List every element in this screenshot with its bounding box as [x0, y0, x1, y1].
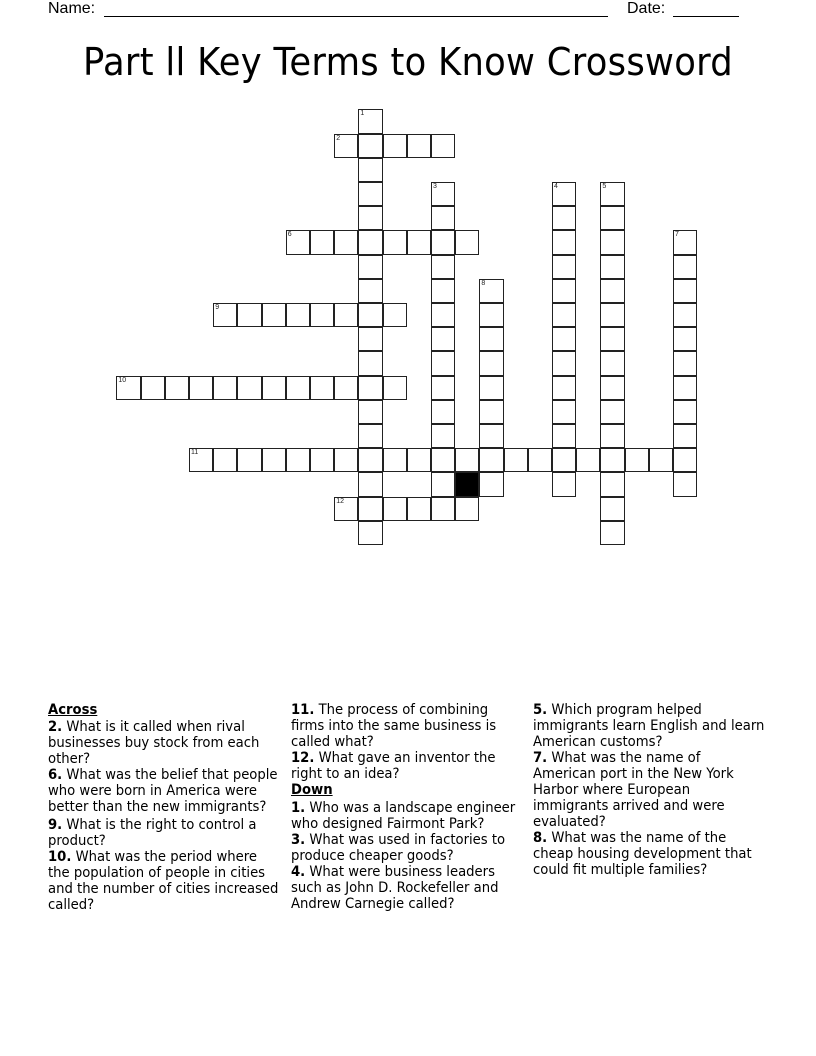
- clue-down-1: 1. Who was a landscape engineer who designed Fairmont Park?: [291, 800, 516, 832]
- clue-down-5: 5. Which program helped immigrants learn English and learn American customs?: [533, 702, 765, 750]
- grid-cell[interactable]: [600, 376, 624, 400]
- grid-cell[interactable]: [358, 182, 382, 206]
- clue-number: 3: [433, 183, 437, 190]
- down-heading: Down: [291, 782, 333, 798]
- clue-down-8: 8. What was the name of the cheap housing development that could fit multiple families?: [533, 830, 752, 878]
- grid-cell[interactable]: [600, 424, 624, 448]
- grid-cell[interactable]: [407, 448, 431, 472]
- grid-cell[interactable]: [358, 472, 382, 496]
- grid-cell[interactable]: [600, 448, 624, 472]
- grid-cell[interactable]: [358, 400, 382, 424]
- grid-cell[interactable]: [116, 376, 140, 400]
- grid-cell[interactable]: [407, 134, 431, 158]
- grid-cell[interactable]: [552, 182, 576, 206]
- date-label: Date:: [627, 0, 666, 17]
- grid-cell[interactable]: [383, 376, 407, 400]
- grid-cell[interactable]: [600, 400, 624, 424]
- grid-cell[interactable]: [431, 255, 455, 279]
- clue-number: 7: [675, 231, 679, 239]
- clue-across-2: 2. What is it called when rival businesses buy stock from each other?: [48, 719, 260, 767]
- grid-cell[interactable]: [552, 400, 576, 424]
- grid-cell[interactable]: [479, 351, 503, 375]
- grid-cell[interactable]: [625, 448, 649, 472]
- grid-cell[interactable]: [455, 448, 479, 472]
- grid-cell[interactable]: [649, 448, 673, 472]
- clue-number: 6: [287, 231, 292, 239]
- grid-cell[interactable]: [552, 327, 576, 351]
- grid-cell[interactable]: [673, 424, 697, 448]
- name-field[interactable]: [104, 1, 608, 17]
- clue-number: 9: [215, 304, 220, 311]
- grid-cell[interactable]: [600, 521, 624, 545]
- grid-cell[interactable]: [431, 424, 455, 448]
- clue-across-9: 9. What is the right to control a product?: [48, 817, 257, 849]
- grid-cell[interactable]: [552, 279, 576, 303]
- grid-cell[interactable]: [407, 230, 431, 254]
- grid-cell[interactable]: [576, 448, 600, 472]
- clue-number: 2: [336, 134, 341, 142]
- grid-cell[interactable]: [552, 230, 576, 254]
- grid-cell[interactable]: [431, 303, 455, 327]
- grid-cell[interactable]: [358, 351, 382, 375]
- grid-cell[interactable]: [383, 134, 407, 158]
- grid-cell[interactable]: [600, 303, 624, 327]
- grid-cell[interactable]: [600, 230, 624, 254]
- grid-cell[interactable]: [673, 400, 697, 424]
- grid-cell[interactable]: [431, 497, 455, 521]
- grid-cell[interactable]: [431, 351, 455, 375]
- grid-cell[interactable]: [600, 279, 624, 303]
- grid-cell[interactable]: [334, 230, 358, 254]
- grid-cell[interactable]: [334, 497, 358, 521]
- grid-cell[interactable]: [673, 351, 697, 375]
- grid-cell[interactable]: [479, 472, 503, 496]
- grid-cell[interactable]: [358, 376, 382, 400]
- date-field[interactable]: [673, 1, 739, 17]
- grid-cell[interactable]: [383, 303, 407, 327]
- grid-cell[interactable]: [358, 327, 382, 351]
- grid-cell[interactable]: [600, 327, 624, 351]
- grid-cell[interactable]: [431, 206, 455, 230]
- grid-cell[interactable]: [237, 303, 261, 327]
- grid-cell[interactable]: [600, 182, 624, 206]
- grid-cell[interactable]: [431, 182, 455, 206]
- grid-cell[interactable]: [310, 230, 334, 254]
- clue-down-3: 3. What was used in factories to produce cheaper goods?: [291, 832, 506, 864]
- grid-cell[interactable]: [673, 303, 697, 327]
- grid-cell[interactable]: [479, 327, 503, 351]
- grid-cell[interactable]: [479, 448, 503, 472]
- grid-cell[interactable]: [479, 424, 503, 448]
- grid-cell[interactable]: [479, 303, 503, 327]
- grid-cell[interactable]: [600, 497, 624, 521]
- grid-cell[interactable]: [479, 400, 503, 424]
- grid-cell[interactable]: [358, 255, 382, 279]
- grid-cell[interactable]: [358, 448, 382, 472]
- grid-cell[interactable]: [552, 206, 576, 230]
- grid-cell[interactable]: [431, 134, 455, 158]
- clue-number: 12: [336, 497, 344, 505]
- grid-cell[interactable]: [358, 206, 382, 230]
- grid-cell[interactable]: [600, 472, 624, 496]
- grid-cell[interactable]: [431, 472, 455, 496]
- clue-number: 11: [191, 449, 199, 457]
- grid-cell[interactable]: [358, 230, 382, 254]
- grid-cell[interactable]: [237, 376, 261, 400]
- grid-cell[interactable]: [310, 303, 334, 327]
- grid-cell[interactable]: [213, 303, 237, 327]
- grid-cell[interactable]: [286, 376, 310, 400]
- clue-number: 4: [554, 183, 558, 190]
- grid-cell[interactable]: [528, 448, 552, 472]
- grid-cell[interactable]: [286, 230, 310, 254]
- grid-cell[interactable]: [262, 303, 286, 327]
- grid-cell[interactable]: [262, 376, 286, 400]
- grid-cell[interactable]: [334, 134, 358, 158]
- grid-cell[interactable]: [286, 448, 310, 472]
- across-heading: Across: [48, 702, 98, 718]
- grid-cell[interactable]: [334, 303, 358, 327]
- grid-cell[interactable]: [673, 448, 697, 472]
- grid-cell[interactable]: [310, 376, 334, 400]
- grid-cell[interactable]: [383, 448, 407, 472]
- clue-number: 8: [481, 279, 486, 287]
- grid-cell[interactable]: [358, 424, 382, 448]
- clue-number: 5: [602, 183, 607, 190]
- grid-cell[interactable]: [600, 255, 624, 279]
- grid-cell[interactable]: [673, 327, 697, 351]
- clue-across-6: 6. What was the belief that people who were born in America were better than the new immigrants?: [48, 767, 278, 815]
- grid-cell[interactable]: [334, 376, 358, 400]
- grid-cell[interactable]: [237, 448, 261, 472]
- grid-cell[interactable]: [673, 472, 697, 496]
- grid-cell[interactable]: [431, 279, 455, 303]
- grid-cell[interactable]: [358, 279, 382, 303]
- grid-cell[interactable]: [552, 351, 576, 375]
- clue-across-12: 12. What gave an inventor the right to an idea?: [291, 750, 496, 782]
- grid-cell[interactable]: [383, 497, 407, 521]
- clues-column-2: [291, 702, 524, 912]
- grid-cell[interactable]: [504, 448, 528, 472]
- grid-cell[interactable]: [165, 376, 189, 400]
- grid-cell[interactable]: [334, 448, 358, 472]
- grid-cell[interactable]: [673, 376, 697, 400]
- clues-column-1: [48, 702, 281, 913]
- grid-cell[interactable]: [358, 109, 382, 133]
- grid-cell[interactable]: [189, 376, 213, 400]
- grid-cell[interactable]: [673, 255, 697, 279]
- grid-cell[interactable]: [431, 448, 455, 472]
- grid-cell[interactable]: [358, 134, 382, 158]
- grid-cell[interactable]: [310, 448, 334, 472]
- black-cell: [455, 472, 479, 496]
- name-label: Name:: [48, 0, 96, 17]
- grid-cell[interactable]: [673, 279, 697, 303]
- grid-cell[interactable]: [358, 497, 382, 521]
- clues-column-3: [533, 702, 766, 878]
- page-title: Part ll Key Terms to Know Crossword: [82, 40, 734, 84]
- clue-across-10: 10. What was the period where the population of people in cities and the number of cities increased called?: [48, 849, 279, 913]
- grid-cell[interactable]: [358, 521, 382, 545]
- clue-across-11: 11. The process of combining firms into the same business is called what?: [291, 702, 497, 750]
- clue-down-4: 4. What were business leaders such as John D. Rockefeller and Andrew Carnegie called?: [291, 864, 499, 912]
- grid-cell[interactable]: [479, 279, 503, 303]
- grid-cell[interactable]: [552, 448, 576, 472]
- grid-cell[interactable]: [552, 424, 576, 448]
- grid-cell[interactable]: [600, 206, 624, 230]
- grid-cell[interactable]: [189, 448, 213, 472]
- grid-cell[interactable]: [262, 448, 286, 472]
- grid-cell[interactable]: [431, 400, 455, 424]
- grid-cell[interactable]: [455, 497, 479, 521]
- grid-cell[interactable]: [407, 497, 431, 521]
- grid-cell[interactable]: [455, 230, 479, 254]
- grid-cell[interactable]: [600, 351, 624, 375]
- grid-cell[interactable]: [286, 303, 310, 327]
- grid-cell[interactable]: [213, 448, 237, 472]
- grid-cell[interactable]: [141, 376, 165, 400]
- crossword-grid: [117, 110, 701, 550]
- grid-cell[interactable]: [552, 472, 576, 496]
- grid-cell[interactable]: [383, 230, 407, 254]
- clue-number: 1: [360, 110, 365, 118]
- grid-cell[interactable]: [552, 255, 576, 279]
- grid-cell[interactable]: [431, 327, 455, 351]
- grid-cell[interactable]: [431, 376, 455, 400]
- clue-down-7: 7. What was the name of American port in the New York Harbor where European immigrants arrived and were evaluated?: [533, 750, 734, 830]
- grid-cell[interactable]: [358, 303, 382, 327]
- grid-cell[interactable]: [552, 376, 576, 400]
- grid-cell[interactable]: [431, 230, 455, 254]
- grid-cell[interactable]: [673, 230, 697, 254]
- grid-cell[interactable]: [213, 376, 237, 400]
- clue-number: 10: [118, 376, 127, 384]
- grid-cell[interactable]: [358, 158, 382, 182]
- grid-cell[interactable]: [479, 376, 503, 400]
- grid-cell[interactable]: [552, 303, 576, 327]
